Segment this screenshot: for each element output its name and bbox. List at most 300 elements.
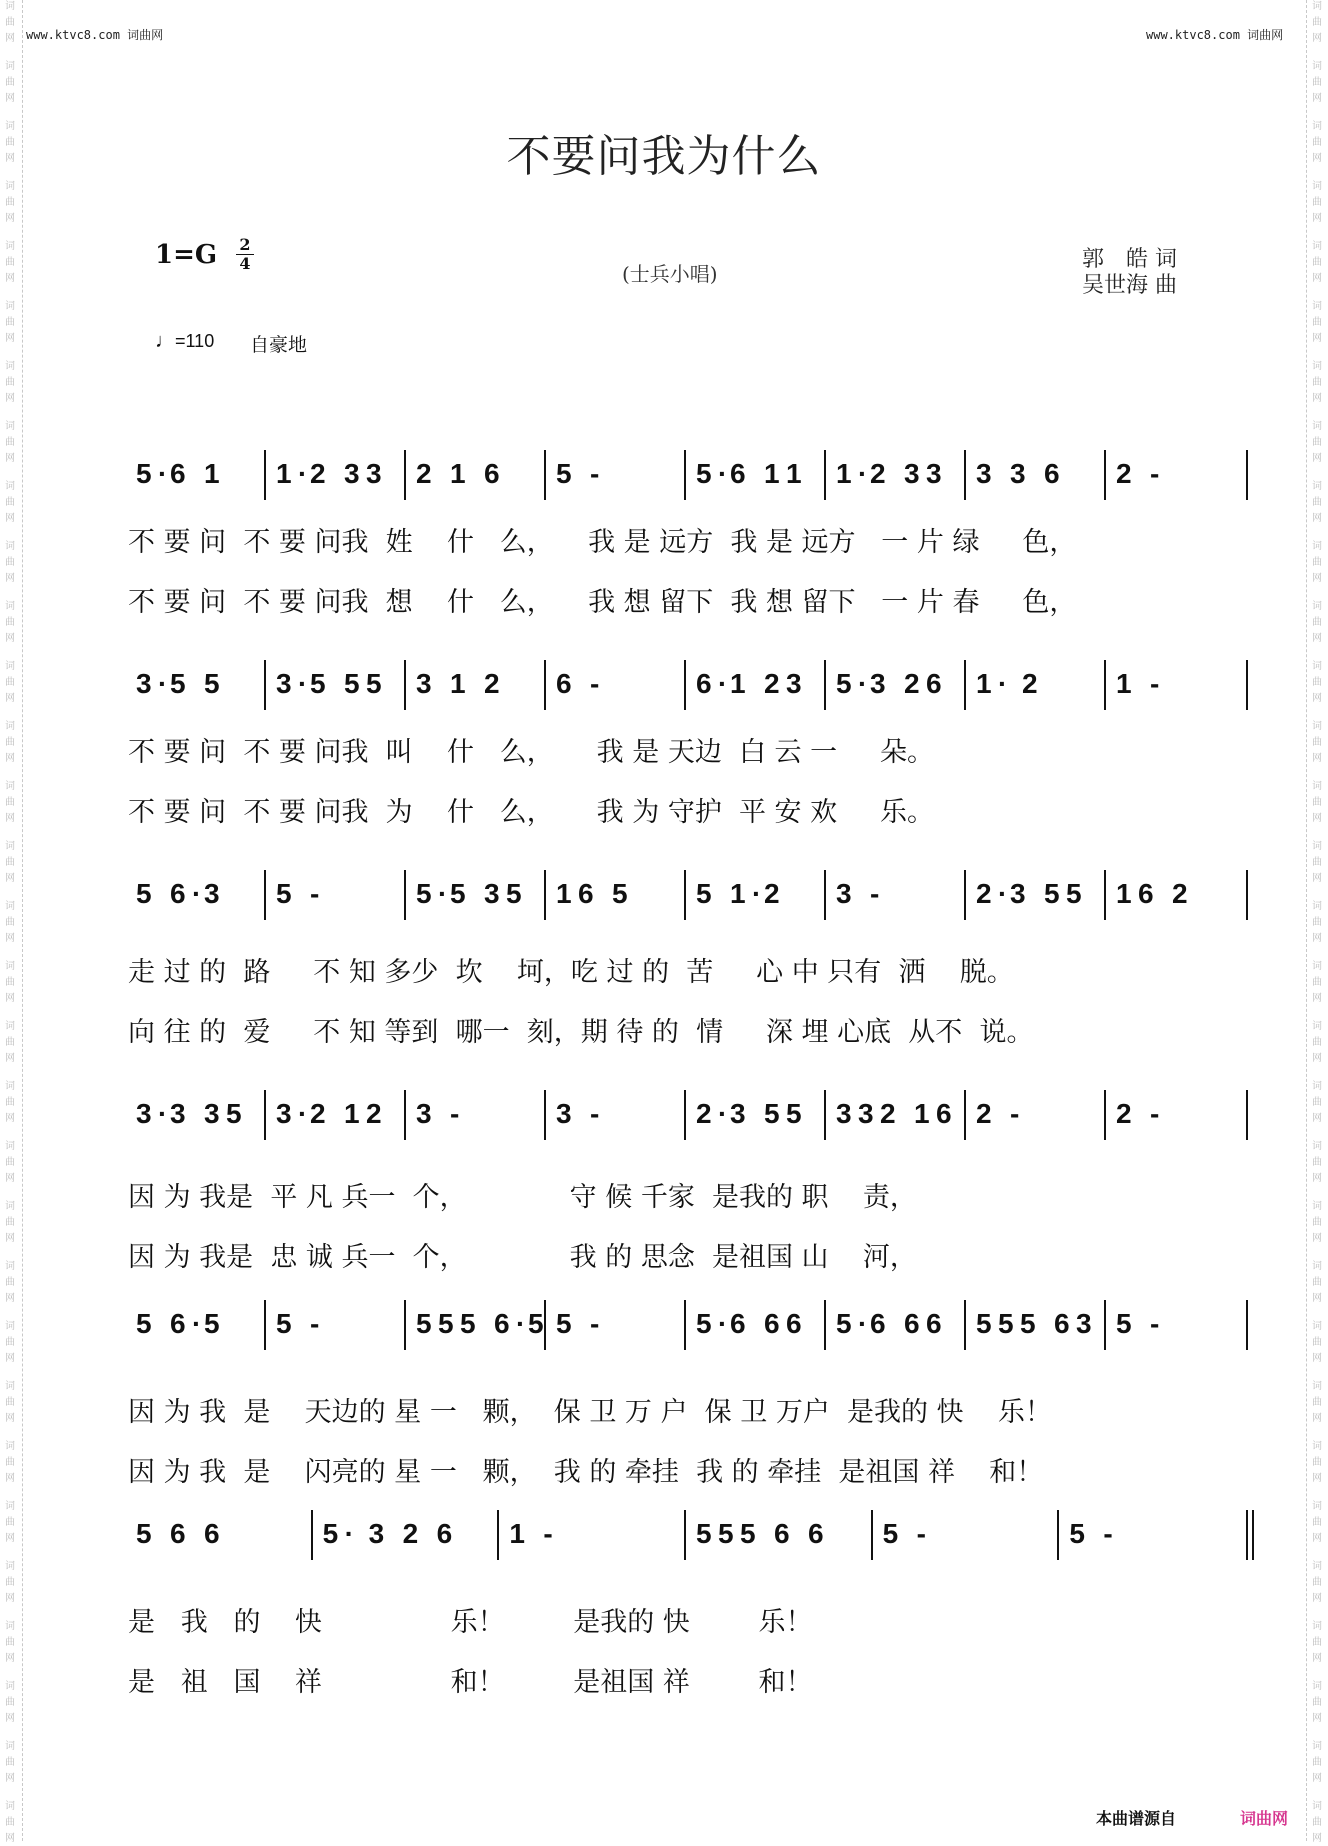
bar-line <box>404 660 406 710</box>
note-digit: 6 <box>774 1518 790 1549</box>
note-digit: 2 <box>976 878 992 909</box>
note-digit: 5 <box>556 458 572 489</box>
bar-line <box>964 1090 966 1140</box>
watermark-glyph: 网 <box>5 1593 15 1604</box>
mood-marking: 自豪地 <box>250 334 308 356</box>
watermark-glyph: 网 <box>5 33 15 44</box>
note-digit: 5 <box>276 878 292 909</box>
watermark-glyph: 网 <box>5 1413 15 1424</box>
note-digit: 2 <box>696 1098 712 1129</box>
dot-mark: · <box>718 1098 728 1129</box>
note-digit: 2 <box>870 458 886 489</box>
watermark-glyph: 曲 <box>1312 557 1322 568</box>
dot-mark: · <box>858 458 868 489</box>
note-digit: 5 <box>764 1098 780 1129</box>
watermark-glyph: 曲 <box>5 497 15 508</box>
watermark-glyph: 词 <box>1312 421 1322 432</box>
watermark-glyph: 词 <box>1312 1501 1322 1512</box>
note-digit: 5 <box>416 878 432 909</box>
sustain-dash: - <box>450 1098 460 1129</box>
note-digit: 5 <box>786 1098 802 1129</box>
watermark-glyph: 曲 <box>1312 257 1322 268</box>
dot-mark: · <box>192 1308 202 1339</box>
notation-row <box>130 870 1250 930</box>
watermark-glyph: 曲 <box>5 1397 15 1408</box>
watermark-glyph: 网 <box>5 1233 15 1244</box>
dot-mark: · <box>344 1518 354 1549</box>
watermark-glyph: 词 <box>1312 301 1322 312</box>
watermark-glyph: 网 <box>1312 933 1322 944</box>
watermark-glyph: 词 <box>5 1 15 12</box>
note-digit: 5 <box>460 1308 476 1339</box>
watermark-glyph: 曲 <box>5 437 15 448</box>
note-digit: 3 <box>730 1098 746 1129</box>
watermark-glyph: 网 <box>1312 1053 1322 1064</box>
note-digit: 2 <box>880 1098 896 1129</box>
sustain-dash: - <box>1150 668 1160 699</box>
watermark-glyph: 词 <box>5 1021 15 1032</box>
note-digit: 3 <box>976 458 992 489</box>
note-digit: 6 <box>730 1308 746 1339</box>
watermark-glyph: 曲 <box>5 1517 15 1528</box>
watermark-glyph: 曲 <box>1312 1697 1322 1708</box>
note-digit: 6 <box>578 878 594 909</box>
watermark-glyph: 网 <box>5 1113 15 1124</box>
watermark-glyph: 曲 <box>1312 1037 1322 1048</box>
lyric-line: 因 为 我 是 闪亮的 星 一 颗， 我 的 牵挂 我 的 牵挂 是祖国 祥 和！ <box>128 1457 1044 1488</box>
watermark-glyph: 词 <box>5 421 15 432</box>
tempo-value: =110 <box>175 331 215 351</box>
sustain-dash: - <box>916 1518 926 1549</box>
watermark-glyph: 词 <box>1312 601 1322 612</box>
watermark-glyph: 曲 <box>1312 1457 1322 1468</box>
note-digit: 2 <box>1022 668 1038 699</box>
watermark-glyph: 词 <box>5 241 15 252</box>
note-digit: 1 <box>730 668 746 699</box>
quarter-note-icon: ♩ <box>155 330 175 352</box>
watermark-glyph: 词 <box>1312 541 1322 552</box>
watermark-glyph: 曲 <box>1312 1097 1322 1108</box>
lyric-line: 因 为 我 是 天边的 星 一 颗， 保 卫 万 户 保 卫 万户 是我的 快 乐！ <box>128 1397 1052 1428</box>
dot-mark: · <box>752 878 762 909</box>
dot-mark: · <box>998 668 1008 699</box>
note-digit: 5 <box>1044 878 1060 909</box>
note-digit: 3 <box>136 668 152 699</box>
watermark-glyph: 网 <box>5 273 15 284</box>
note-digit: 5 <box>450 878 466 909</box>
note-digit: 6 <box>436 1518 453 1549</box>
watermark-glyph: 网 <box>5 1473 15 1484</box>
watermark-glyph: 词 <box>1312 121 1322 132</box>
note-digit: 1 <box>556 878 572 909</box>
note-digit: 6 <box>494 1308 510 1339</box>
watermark-glyph: 曲 <box>5 1037 15 1048</box>
watermark-glyph: 网 <box>5 1173 15 1184</box>
bar-line <box>824 870 826 920</box>
watermark-glyph: 曲 <box>5 1097 15 1108</box>
watermark-glyph: 曲 <box>5 1217 15 1228</box>
lyric-line: 走 过 的 路 不 知 多少 坎 坷，吃 过 的 苦 心 中 只有 洒 脱。 <box>128 957 1014 988</box>
sustain-dash: - <box>310 878 320 909</box>
watermark-glyph: 词 <box>1312 1801 1322 1812</box>
watermark-glyph: 网 <box>5 753 15 764</box>
watermark-glyph: 网 <box>5 393 15 404</box>
watermark-glyph: 网 <box>1312 1833 1322 1844</box>
note-digit: 1 <box>914 1098 930 1129</box>
source-label: 本曲谱源自 <box>1096 1809 1177 1828</box>
watermark-glyph: 词 <box>1312 781 1322 792</box>
sustain-dash: - <box>310 1308 320 1339</box>
watermark-glyph: 词 <box>5 1561 15 1572</box>
lyric-line: 是 祖 国 祥 和！ 是祖国 祥 和！ <box>128 1667 813 1698</box>
watermark-glyph: 网 <box>1312 1413 1322 1424</box>
watermark-glyph: 词 <box>1312 1561 1322 1572</box>
sustain-dash: - <box>1150 1098 1160 1129</box>
watermark-glyph: 曲 <box>5 1277 15 1288</box>
watermark-glyph: 词 <box>5 1201 15 1212</box>
note-digit: 3 <box>556 1098 572 1129</box>
watermark-glyph: 词 <box>5 1381 15 1392</box>
note-digit: 3 <box>416 1098 432 1129</box>
note-digit: 6 <box>904 1308 920 1339</box>
watermark-glyph: 网 <box>1312 693 1322 704</box>
sustain-dash: - <box>590 1308 600 1339</box>
note-digit: 1 <box>1116 668 1132 699</box>
note-digit: 3 <box>344 458 360 489</box>
watermark-glyph: 网 <box>1312 813 1322 824</box>
watermark-glyph: 网 <box>5 873 15 884</box>
note-digit: 2 <box>904 668 920 699</box>
note-digit: 1 <box>450 458 466 489</box>
lyric-line: 不 要 问 不 要 问我 为 什 么， 我 为 守护 平 安 欢 乐。 <box>128 797 935 828</box>
watermark-glyph: 曲 <box>5 317 15 328</box>
note-digit: 6 <box>870 1308 886 1339</box>
bar-line <box>684 1300 686 1350</box>
watermark-glyph: 网 <box>1312 513 1322 524</box>
watermark-glyph: 网 <box>1312 1173 1322 1184</box>
notation-row <box>130 1510 1250 1570</box>
note-digit: 2 <box>484 668 500 699</box>
bar-line <box>684 1090 686 1140</box>
bar-line <box>404 1090 406 1140</box>
right-watermark-strip <box>1306 0 1328 1844</box>
bar-line <box>1104 1300 1106 1350</box>
watermark-glyph: 网 <box>1312 1293 1322 1304</box>
watermark-glyph: 曲 <box>5 977 15 988</box>
watermark-glyph: 网 <box>5 573 15 584</box>
note-digit: 1 <box>976 668 992 699</box>
note-digit: 3 <box>836 878 852 909</box>
watermark-glyph: 词 <box>5 1081 15 1092</box>
watermark-glyph: 网 <box>1312 213 1322 224</box>
watermark-glyph: 网 <box>1312 33 1322 44</box>
watermark-glyph: 网 <box>5 1833 15 1844</box>
dot-mark: · <box>718 1308 728 1339</box>
watermark-glyph: 网 <box>5 453 15 464</box>
watermark-glyph: 网 <box>1312 393 1322 404</box>
watermark-glyph: 词 <box>1312 1621 1322 1632</box>
note-digit: 1 <box>204 458 220 489</box>
note-digit: 3 <box>858 1098 874 1129</box>
watermark-glyph: 词 <box>1312 361 1322 372</box>
note-digit: 5 <box>344 668 360 699</box>
watermark-glyph: 网 <box>1312 333 1322 344</box>
note-digit: 6 <box>730 458 746 489</box>
watermark-glyph: 曲 <box>1312 1397 1322 1408</box>
lyric-line: 不 要 问 不 要 问我 姓 什 么， 我 是 远方 我 是 远方 一 片 绿 色， <box>128 527 1077 558</box>
note-digit: 1 <box>836 458 852 489</box>
bar-line <box>1104 870 1106 920</box>
watermark-glyph: 曲 <box>5 797 15 808</box>
notation-row <box>130 450 1250 510</box>
watermark-glyph: 词 <box>1312 481 1322 492</box>
watermark-glyph: 词 <box>1312 1201 1322 1212</box>
bar-line <box>964 1300 966 1350</box>
watermark-glyph: 网 <box>1312 273 1322 284</box>
note-digit: 2 <box>310 458 326 489</box>
watermark-glyph: 网 <box>5 153 15 164</box>
watermark-glyph: 网 <box>5 993 15 1004</box>
note-digit: 2 <box>310 1098 326 1129</box>
dot-mark: · <box>298 1098 308 1129</box>
watermark-glyph: 网 <box>1312 1233 1322 1244</box>
sustain-dash: - <box>1150 1308 1160 1339</box>
note-digit: 6 <box>808 1518 824 1549</box>
note-digit: 5 <box>416 1308 432 1339</box>
note-digit: 3 <box>786 668 802 699</box>
note-digit: 6 <box>484 458 500 489</box>
note-digit: 1 <box>344 1098 360 1129</box>
note-digit: 5 <box>696 1518 712 1549</box>
watermark-glyph: 曲 <box>5 1697 15 1708</box>
dot-mark: · <box>718 458 728 489</box>
bar-line <box>311 1510 313 1560</box>
watermark-glyph: 曲 <box>5 617 15 628</box>
note-digit: 1 <box>1116 878 1132 909</box>
watermark-glyph: 曲 <box>5 137 15 148</box>
note-digit: 5 <box>204 668 220 699</box>
bar-line <box>871 1510 873 1560</box>
note-digit: 5 <box>204 1308 220 1339</box>
watermark-glyph: 网 <box>1312 1593 1322 1604</box>
watermark-glyph: 曲 <box>1312 617 1322 628</box>
notation-row <box>130 1300 1250 1360</box>
watermark-glyph: 词 <box>1312 1381 1322 1392</box>
note-digit: 5 <box>136 878 152 909</box>
lyric-line: 因 为 我是 平 凡 兵一 个， 守 候 千家 是我的 职 责， <box>128 1182 917 1213</box>
bar-line-end <box>1246 660 1248 710</box>
watermark-glyph: 词 <box>1312 901 1322 912</box>
bar-line <box>264 1090 266 1140</box>
bar-line <box>264 870 266 920</box>
dot-mark: · <box>516 1308 526 1339</box>
watermark-glyph: 词 <box>5 781 15 792</box>
sustain-dash: - <box>590 1098 600 1129</box>
dot-mark: · <box>718 668 728 699</box>
watermark-glyph: 词 <box>1312 961 1322 972</box>
watermark-glyph: 词 <box>5 61 15 72</box>
bar-line <box>964 660 966 710</box>
note-digit: 6 <box>926 1308 942 1339</box>
watermark-glyph: 曲 <box>1312 977 1322 988</box>
note-digit: 3 <box>870 668 886 699</box>
watermark-glyph: 词 <box>5 961 15 972</box>
note-digit: 6 <box>170 458 186 489</box>
watermark-glyph: 曲 <box>1312 1577 1322 1588</box>
bar-line <box>1104 660 1106 710</box>
note-digit: 3 <box>136 1098 152 1129</box>
watermark-glyph: 词 <box>1312 1741 1322 1752</box>
watermark-glyph: 词 <box>5 1501 15 1512</box>
note-digit: 6 <box>764 1308 780 1339</box>
bar-line <box>497 1510 499 1560</box>
sustain-dash: - <box>590 458 600 489</box>
watermark-glyph: 词 <box>1312 1141 1322 1152</box>
sustain-dash: - <box>1150 458 1160 489</box>
watermark-glyph: 网 <box>5 1293 15 1304</box>
note-digit: 6 <box>204 1518 220 1549</box>
watermark-glyph: 词 <box>5 361 15 372</box>
note-digit: 5 <box>1069 1518 1085 1549</box>
watermark-glyph: 网 <box>1312 753 1322 764</box>
dot-mark: · <box>298 668 308 699</box>
note-digit: 2 <box>976 1098 992 1129</box>
sustain-dash: - <box>870 878 880 909</box>
watermark-glyph: 词 <box>5 661 15 672</box>
note-digit: 6 <box>936 1098 952 1129</box>
lyric-line: 因 为 我是 忠 诚 兵一 个， 我 的 思念 是祖国 山 河， <box>128 1242 917 1273</box>
dot-mark: · <box>438 878 448 909</box>
watermark-glyph: 曲 <box>1312 917 1322 928</box>
note-digit: 6 <box>926 668 942 699</box>
bar-line <box>1104 450 1106 500</box>
note-digit: 3 <box>366 458 382 489</box>
watermark-glyph: 词 <box>5 1801 15 1812</box>
note-digit: 1 <box>786 458 802 489</box>
note-digit: 3 <box>904 458 920 489</box>
bar-line <box>544 870 546 920</box>
watermark-glyph: 曲 <box>5 1817 15 1828</box>
watermark-glyph: 网 <box>5 1653 15 1664</box>
watermark-glyph: 曲 <box>1312 1217 1322 1228</box>
watermark-glyph: 网 <box>1312 993 1322 1004</box>
note-digit: 2 <box>1116 1098 1132 1129</box>
dot-mark: · <box>858 1308 868 1339</box>
note-digit: 5 <box>322 1518 339 1549</box>
note-digit: 5 <box>696 878 712 909</box>
watermark-glyph: 曲 <box>1312 1757 1322 1768</box>
watermark-glyph: 网 <box>5 213 15 224</box>
note-digit: 1 <box>509 1518 525 1549</box>
watermark-glyph: 词 <box>5 1321 15 1332</box>
note-digit: 5 <box>998 1308 1014 1339</box>
watermark-glyph: 曲 <box>1312 377 1322 388</box>
bar-line <box>264 660 266 710</box>
watermark-glyph: 曲 <box>1312 1517 1322 1528</box>
note-digit: 3 <box>1010 458 1026 489</box>
note-digit: 3 <box>1010 878 1026 909</box>
note-digit: 5 <box>882 1518 899 1549</box>
watermark-glyph: 词 <box>1312 721 1322 732</box>
note-digit: 5 <box>1066 878 1082 909</box>
watermark-glyph: 词 <box>5 601 15 612</box>
bar-line <box>684 870 686 920</box>
tempo-marking <box>155 330 214 353</box>
watermark-glyph: 曲 <box>5 1577 15 1588</box>
watermark-glyph: 曲 <box>5 677 15 688</box>
bar-line <box>404 1300 406 1350</box>
note-digit: 2 <box>764 878 780 909</box>
watermark-glyph: 词 <box>1312 241 1322 252</box>
sustain-dash: - <box>1010 1098 1020 1129</box>
note-digit: 6 <box>170 1518 186 1549</box>
watermark-glyph: 网 <box>5 1053 15 1064</box>
watermark-glyph: 曲 <box>1312 77 1322 88</box>
watermark-glyph: 词 <box>1312 181 1322 192</box>
watermark-glyph: 网 <box>1312 153 1322 164</box>
bar-line-end <box>1246 1300 1248 1350</box>
watermark-glyph: 曲 <box>5 1457 15 1468</box>
watermark-glyph: 曲 <box>1312 1157 1322 1168</box>
dot-mark: · <box>158 1098 168 1129</box>
watermark-glyph: 网 <box>1312 1653 1322 1664</box>
note-digit: 3 <box>204 1098 220 1129</box>
watermark-glyph: 词 <box>1312 1681 1322 1692</box>
watermark-glyph: 网 <box>1312 573 1322 584</box>
subtitle: (士兵小唱) <box>622 262 718 286</box>
left-watermark-strip <box>0 0 23 1844</box>
composer-credit: 吴世海 曲 <box>1082 273 1177 298</box>
dot-mark: · <box>192 878 202 909</box>
watermark-glyph: 曲 <box>5 17 15 28</box>
bar-line <box>684 660 686 710</box>
bar-line <box>684 1510 686 1560</box>
watermark-glyph: 词 <box>1312 1321 1322 1332</box>
watermark-glyph: 曲 <box>5 377 15 388</box>
watermark-glyph: 曲 <box>1312 737 1322 748</box>
bar-line <box>544 1090 546 1140</box>
watermark-glyph: 曲 <box>1312 1817 1322 1828</box>
song-title: 不要问我为什么 <box>506 131 822 182</box>
watermark-glyph: 词 <box>1312 61 1322 72</box>
sustain-dash: - <box>1103 1518 1113 1549</box>
time-signature <box>236 236 254 273</box>
watermark-glyph: 网 <box>1312 1473 1322 1484</box>
bar-line <box>544 1300 546 1350</box>
note-digit: 3 <box>926 458 942 489</box>
note-digit: 6 <box>696 668 712 699</box>
note-digit: 5 <box>976 1308 992 1339</box>
watermark-glyph: 词 <box>5 1441 15 1452</box>
bar-line <box>404 870 406 920</box>
watermark-glyph: 曲 <box>1312 197 1322 208</box>
watermark-glyph: 词 <box>1312 841 1322 852</box>
dot-mark: · <box>858 668 868 699</box>
watermark-glyph: 词 <box>1312 661 1322 672</box>
watermark-glyph: 词 <box>5 541 15 552</box>
watermark-glyph: 词 <box>5 721 15 732</box>
note-digit: 3 <box>836 1098 852 1129</box>
bar-line <box>684 450 686 500</box>
bar-line <box>544 660 546 710</box>
watermark-glyph: 网 <box>5 513 15 524</box>
watermark-glyph: 网 <box>5 933 15 944</box>
bar-line <box>964 870 966 920</box>
note-digit: 3 <box>276 668 292 699</box>
watermark-glyph: 网 <box>1312 453 1322 464</box>
note-digit: 6 <box>556 668 572 699</box>
watermark-glyph: 词 <box>5 841 15 852</box>
